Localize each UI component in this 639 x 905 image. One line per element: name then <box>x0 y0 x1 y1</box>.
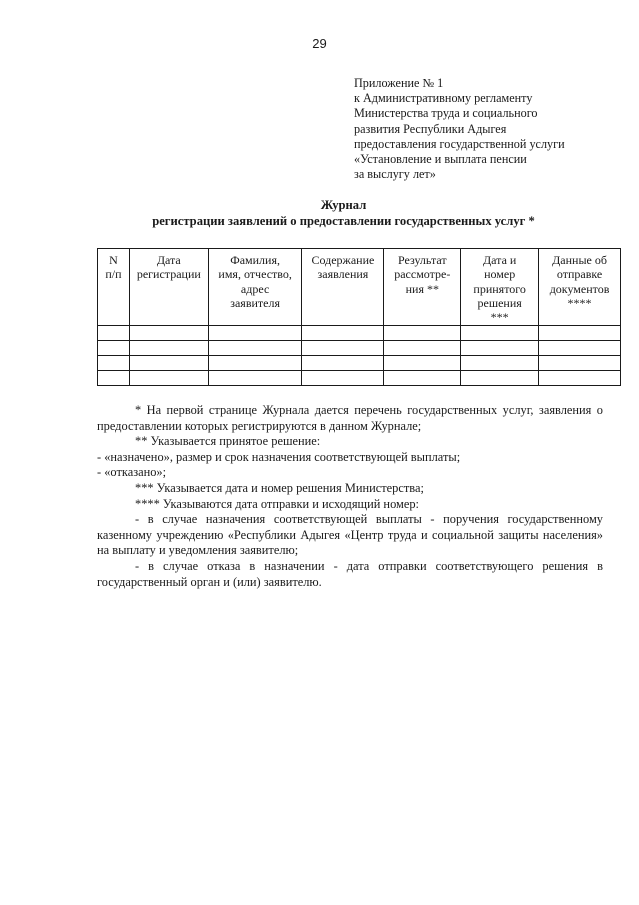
footnotes <box>97 403 603 590</box>
annex-header <box>354 76 629 182</box>
annex-line: «Установление и выплата пенсии <box>354 152 527 167</box>
annex-line: Министерства труда и социального <box>354 106 538 121</box>
header-content: Содержание заявления <box>302 249 384 326</box>
annex-line: за выслугу лет» <box>354 167 436 182</box>
header-registration-date: Дата регистрации <box>129 249 208 326</box>
journal-title: Журнал <box>320 198 367 212</box>
annex-line: Приложение № 1 <box>354 76 444 90</box>
table-row <box>98 341 621 356</box>
footnote-item: - в случае назначения соответствующей выплаты - поручения государственному казенному учреждению «Республики Адыгея «Центр труда и социальной защиты населения» на выплату и уведомления заявителю; <box>97 512 603 558</box>
footnote-4: **** Указываются дата отправки и исходящий номер: <box>135 496 420 511</box>
table-row <box>98 356 621 371</box>
footnote-2: ** Указывается принятое решение: <box>135 434 321 449</box>
footnote-item: - «отказано»; <box>97 465 167 480</box>
annex-line: развития Республики Адыгея <box>354 121 507 136</box>
footnote-3: *** Указывается дата и номер решения Министерства; <box>135 480 424 495</box>
table-header-row <box>98 249 621 326</box>
header-applicant: Фамилия, имя, отчество, адрес заявителя <box>208 249 302 326</box>
footnote-item: - в случае отказа в назначении - дата отправки соответствующего решения в государственный орган и (или) заявителю. <box>97 558 603 589</box>
annex-line: к Административному регламенту <box>354 91 533 106</box>
table-row <box>98 326 621 341</box>
footnote-item: - «назначено», размер и срок назначения соответствующей выплаты; <box>97 449 461 464</box>
table-row <box>98 371 621 386</box>
header-decision: Дата и номер принятого решения *** <box>461 249 539 326</box>
header-dispatch: Данные об отправке документов **** <box>539 249 621 326</box>
registration-table <box>97 248 621 386</box>
footnote-1: * На первой странице Журнала дается перечень государственных услуг, заявления о предоставлении которых регистрируются в данном Журнале; <box>97 403 603 433</box>
header-result: Результат рассмотре- ния ** <box>384 249 461 326</box>
annex-line: предоставления государственной услуги <box>354 136 565 151</box>
page-number: 29 <box>312 36 327 51</box>
journal-subtitle: регистрации заявлений о предоставлении государственных услуг * <box>152 214 535 228</box>
header-number: N п/п <box>98 249 130 326</box>
